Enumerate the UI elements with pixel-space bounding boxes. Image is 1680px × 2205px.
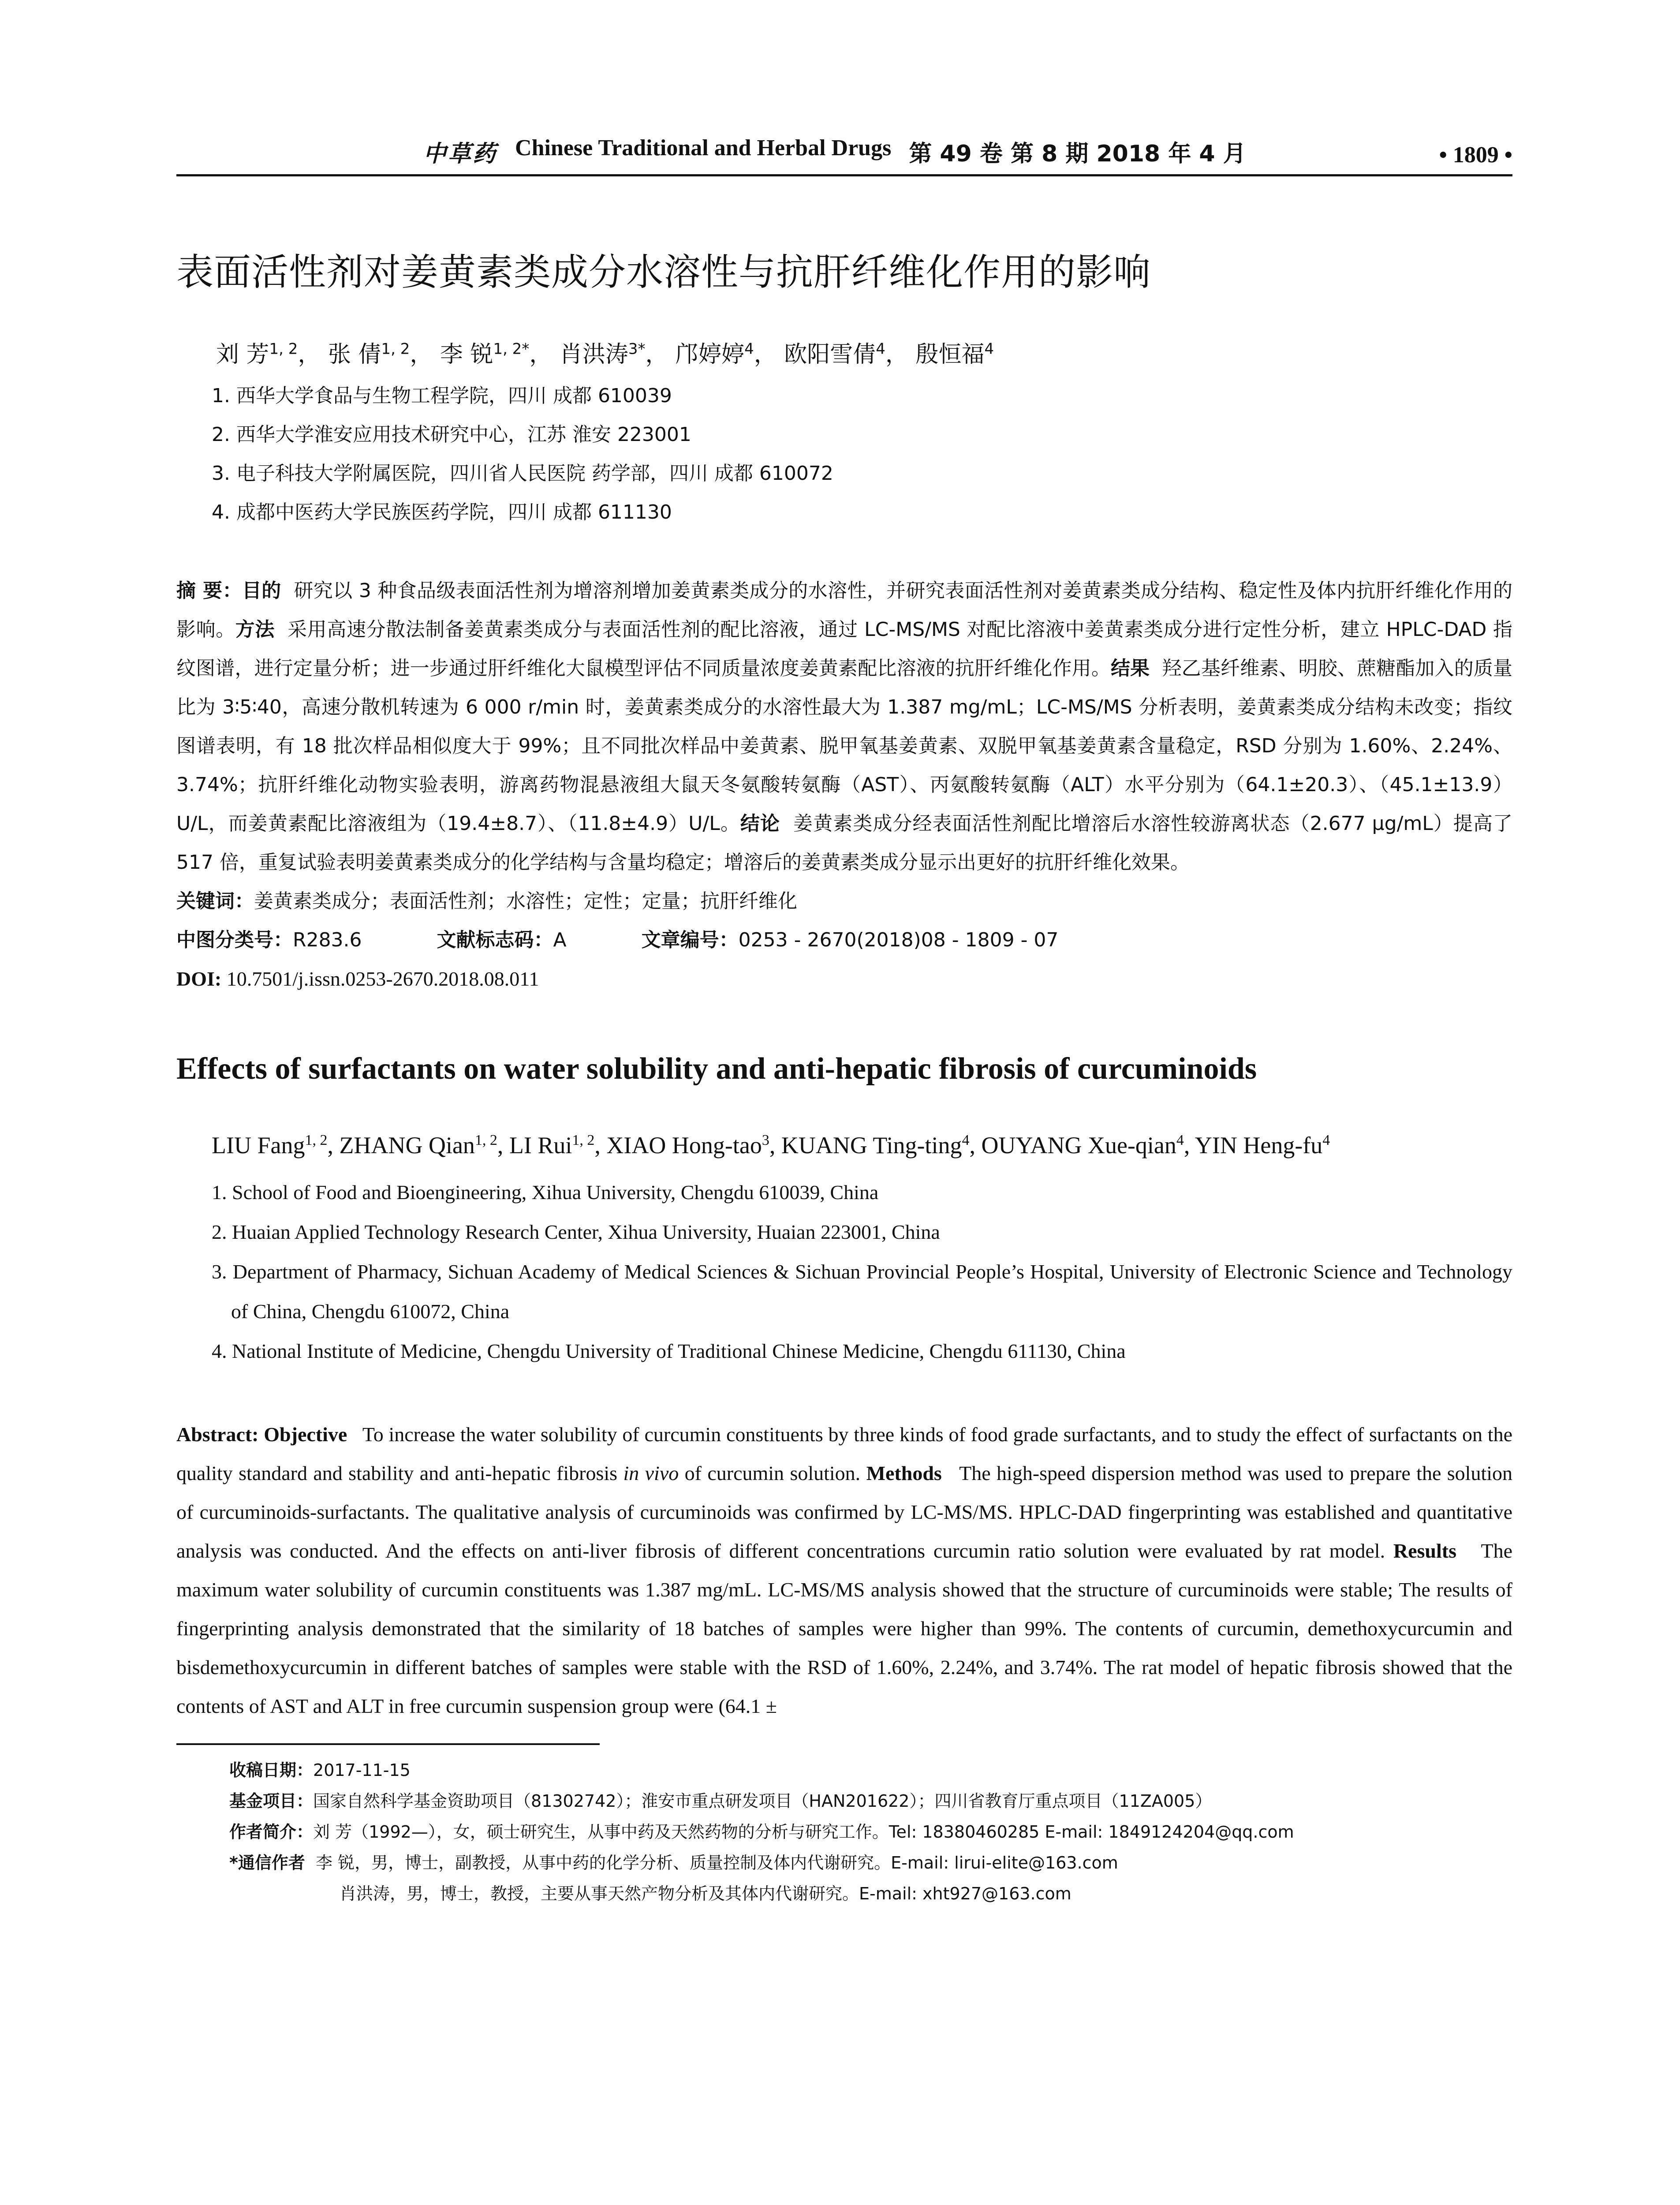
objective-label: 目的 [242,579,281,602]
footnote-divider [176,1743,600,1745]
clc-value: R283.6 [293,929,362,951]
author-name: 刘 芳 [216,341,269,368]
author-bio [229,1816,1512,1847]
author-affil-sup: 1, 2 [572,1132,595,1148]
received-label: 收稿日期： [229,1760,314,1780]
journal-logo: 中草药 [423,141,498,167]
affiliation-item: 4. 成都中医药大学民族医药学院，四川 成都 611130 [212,501,672,523]
author-affil-sup: 1, 2* [493,340,530,358]
affiliation-item: 4. National Institute of Medicine, Chengdu University of Traditional Chinese Medicine, Chengdu 611130, China [212,1340,1126,1362]
affiliation-item: 3. 电子科技大学附属医院，四川省人民医院 药学部，四川 成都 610072 [212,462,833,485]
corr-label: *通信作者 [229,1853,305,1872]
abstract-cn [176,572,1512,882]
corresponding-author [229,1847,1512,1878]
abstract-en [176,1415,1512,1726]
fund-value: 国家自然科学基金资助项目（81302742）；淮安市重点研发项目（HAN201622）；四川省教育厅重点项目（11ZA005） [313,1791,1212,1811]
keywords-label: 关键词： [176,890,254,912]
author-name: LI Rui [509,1132,572,1159]
author-name: KUANG Ting-ting [781,1132,962,1159]
fund-label: 基金项目： [229,1791,314,1811]
author-affil-sup: 1, 2 [269,340,298,358]
corr-author-1: 李 锐，男，博士，副教授，从事中药的化学分析、质量控制及体内代谢研究。E-mail: lirui-elite@163.com [316,1853,1118,1872]
methods-label: 方法 [235,618,275,641]
affiliation-item: 2. 西华大学淮安应用技术研究中心，江苏 淮安 223001 [212,423,691,446]
author-name: 肖洪涛 [559,341,628,368]
affiliation-item: 3. Department of Pharmacy, Sichuan Academy of Medical Sciences & Sichuan Provincial People’s Hospital, University of Electronic Science and Technology of China, Chengdu 610072, China [212,1260,1512,1323]
author-affil-sup: 1, 2 [305,1132,328,1148]
author-list-cn: 刘 芳$^{1, 2}$， 张 倩$^{1, 2}$， 李 锐$^{1, 2*}$， 肖洪涛$^{3*}$， 邝婷婷$^4$， 欧阳雪倩$^4$， 殷恒福$^4$ [216,340,994,368]
author-affil-sup: 1, 2 [381,340,410,358]
article-page [176,132,1512,1909]
author-name: OUYANG Xue-qian [981,1132,1176,1159]
results-text: 羟乙基纤维素、明胶、蔗糖酯加入的质量比为 3∶5∶40，高速分散机转速为 6 000 r/min 时，姜黄素类成分的水溶性最大为 1.387 mg/mL；LC-MS/MS 分析表明，姜黄素类成分结构未改变；指纹图谱表明，有 18 批次样品相似度大于 99%；且不同批次样品中姜黄素、脱甲氧基姜黄素、双脱甲氧基姜黄素含量稳定，RSD 分别为 1.60%、2.24%、3.74%；抗肝纤维化动物实验表明，游离药物混悬液组大鼠天冬氨酸转氨酶（AST）、丙氨酸转氨酶（ALT）水平分别为（64.1±20.3）、（45.1±13.9）U/L，而姜黄素配比溶液组为（19.4±8.7）、（11.8±4.9）U/L。 [176,657,1512,835]
author-affil-sup: 1, 2 [474,1132,497,1148]
corresponding-author-2: 肖洪涛，男，博士，教授，主要从事天然产物分析及其体内代谢研究。E-mail: xht927@163.com [340,1884,1071,1903]
objective-label: Objective [264,1423,347,1446]
author-name: XIAO Hong-tao [606,1132,762,1159]
doi-value[interactable]: 10.7501/j.issn.0253-2670.2018.08.011 [226,968,539,990]
clc-label: 中图分类号： [176,929,293,951]
journal-issue: 第 49 卷 第 8 期 2018 年 4 月 [909,141,1246,167]
journal-name: Chinese Traditional and Herbal Drugs [515,135,892,161]
author-bio-value: 刘 芳（1992—），女，硕士研究生，从事中药及天然药物的分析与研究工作。Tel: 18380460285 E-mail: 1849124204@qq.com [313,1822,1294,1842]
author-name: YIN Heng-fu [1195,1132,1323,1159]
results-label: 结果 [1110,657,1150,680]
author-affil-sup: 4 [962,1132,970,1148]
classification-line [176,921,1512,960]
results-text: The maximum water solubility of curcumin constituents was 1.387 mg/mL. LC-MS/MS analysis showed that the structure of curcuminoids were stable; The results of fingerprinting analysis demonstrated that the similarity of 18 batches of samples were higher than 99%. The contents of curcumin, demethoxycurcumin and bisdemethoxycurcumin in different batches of samples were stable with the RSD of 1.60%, 2.24%, and 3.74%. The rat model of hepatic fibrosis showed that the contents of AST and ALT in free curcumin suspension group were (64.1 ± [176,1540,1513,1717]
author-name: 殷恒福 [915,341,985,368]
received-date [229,1755,1512,1786]
abstract-label: Abstract: [176,1423,259,1446]
article-title-cn: 表面活性剂对姜黄素类成分水溶性与抗肝纤维化作用的影响 [176,250,1151,294]
objective-text-end: of curcumin solution. [684,1462,861,1484]
author-name: 欧阳雪倩 [784,341,876,368]
author-bio-label: 作者简介： [229,1822,314,1842]
footnotes [229,1755,1512,1909]
clc-group [176,921,362,960]
author-name: LIU Fang [212,1132,305,1159]
keywords-text: 姜黄素类成分；表面活性剂；水溶性；定性；定量；抗肝纤维化 [254,890,797,912]
running-header [176,132,1512,176]
keywords-line [176,882,1512,921]
author-affil-sup: 4 [984,340,994,358]
author-list-en: LIU Fang$^{1, 2}$, ZHANG Qian$^{1, 2}$, LI Rui$^{1, 2}$, XIAO Hong-tao$^3$, KUANG Ting-ting$^4$, OUYANG Xue-qian$^4$, YIN Heng-$fu^4$ [212,1132,1330,1159]
affiliations-en [212,1173,1512,1371]
author-affil-sup: 3* [628,340,646,358]
results-label: Results [1393,1540,1456,1562]
author-affil-sup: 4 [876,340,885,358]
affiliation-item: 1. School of Food and Bioengineering, Xihua University, Chengdu 610039, China [212,1181,879,1203]
author-name: ZHANG Qian [339,1132,475,1159]
page-number: • 1809 • [1439,142,1512,168]
author-affil-sup: 4 [1322,1132,1330,1148]
author-name: 张 倩 [328,341,381,368]
methods-text: 采用高速分散法制备姜黄素类成分与表面活性剂的配比溶液，通过 LC-MS/MS 对配比溶液中姜黄素类成分进行定性分析，建立 HPLC-DAD 指纹图谱，进行定量分析；进一步通过肝纤维化大鼠模型评估不同质量浓度姜黄素配比溶液的抗肝纤维化作用。 [176,618,1512,680]
article-no-label: 文章编号： [641,929,739,951]
doc-code-label: 文献标志码： [437,929,553,951]
methods-label: Methods [866,1462,942,1484]
fund-info [229,1786,1512,1816]
article-title-en: Effects of surfactants on water solubility and anti-hepatic fibrosis of curcuminoids [176,1052,1257,1086]
objective-text: To increase the water solubility of curcumin constituents by three kinds of food grade surfactants, and to study the effect of surfactants on the quality standard and stability and anti-hepatic fibrosis [176,1423,1512,1484]
author-affil-sup: 4 [744,340,754,358]
doc-code-value: A [553,929,567,951]
affiliation-item: 2. Huaian Applied Technology Research Center, Xihua University, Huaian 223001, China [212,1221,940,1243]
conclusion-label: 结论 [740,812,780,835]
author-name: 邝婷婷 [676,341,745,368]
header-journal [423,135,1246,168]
article-no-value: 0253 - 2670(2018)08 - 1809 - 07 [738,929,1059,951]
objective-text: 研究以 3 种食品级表面活性剂为增溶剂增加姜黄素类成分的水溶性，并研究表面活性剂对姜黄素类成分结构、稳定性及体内抗肝纤维化作用的影响。 [176,579,1513,641]
objective-italic: in vivo [623,1462,679,1484]
received-value: 2017-11-15 [313,1760,411,1780]
author-name: 李 锐 [440,341,493,368]
conclusion-text: 姜黄素类成分经表面活性剂配比增溶后水溶性较游离状态（2.677 μg/mL）提高了 517 倍，重复试验表明姜黄素类成分的化学结构与含量均稳定；增溶后的姜黄素类成分显示出更好的抗肝纤维化效果。 [176,812,1512,874]
methods-text: The high-speed dispersion method was used to prepare the solution of curcuminoids-surfactants. The qualitative analysis of curcuminoids was confirmed by LC-MS/MS. HPLC-DAD fingerprinting was established and quantitative analysis was conducted. And the effects on anti-liver fibrosis of different concentrations curcumin ratio solution were evaluated by rat model. [176,1462,1512,1562]
affiliation-item: 1. 西华大学食品与生物工程学院，四川 成都 610039 [212,385,672,407]
article-no-group [642,921,1059,960]
abstract-label: 摘 要： [176,579,242,602]
doi-label: DOI: [176,968,222,990]
affiliations-cn [212,377,1512,532]
doc-code-group [437,921,567,960]
author-affil-sup: 3 [762,1132,769,1148]
author-affil-sup: 4 [1176,1132,1184,1148]
doi-line [176,960,1512,998]
